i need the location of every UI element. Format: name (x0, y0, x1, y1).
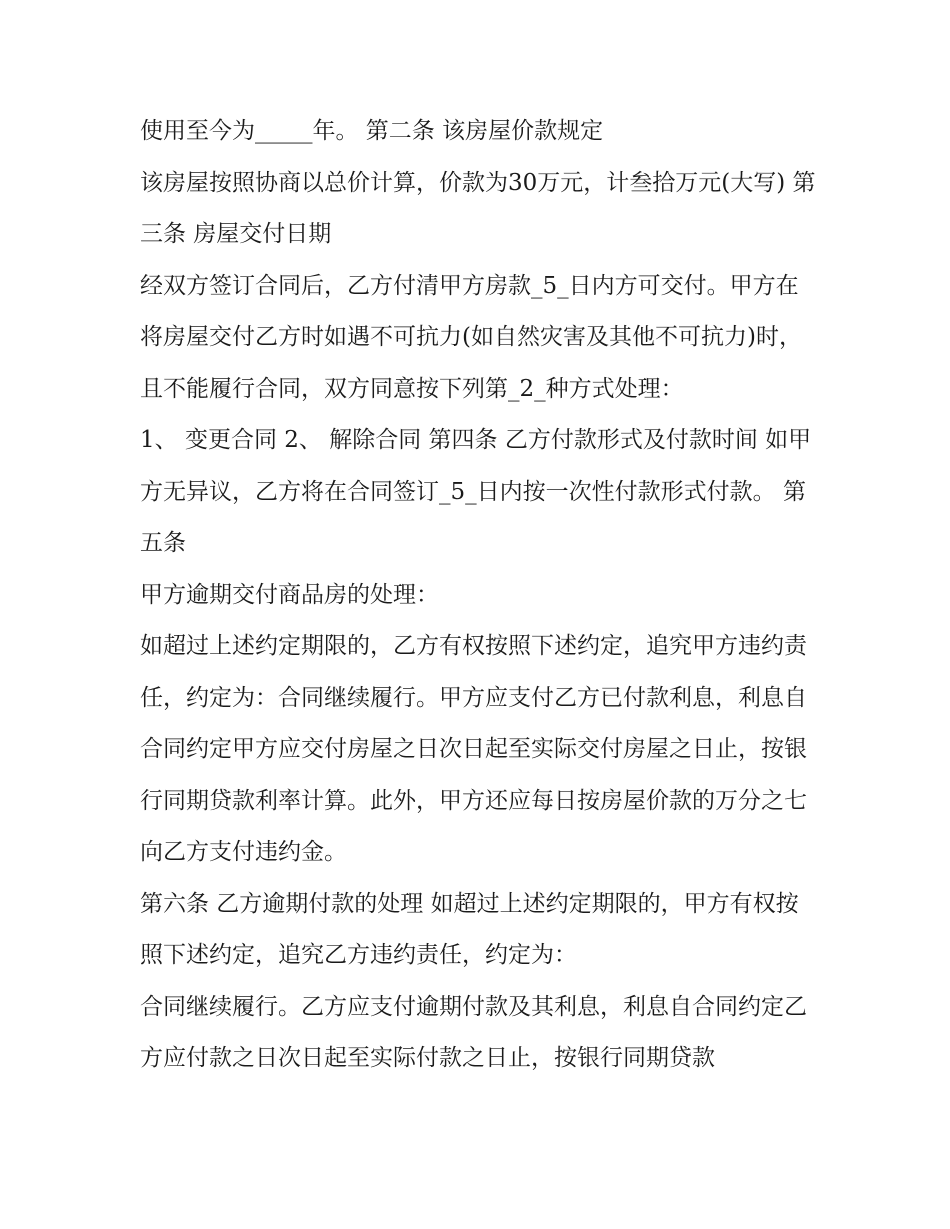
paragraph-delivery: 经双方签订合同后，乙方付清甲方房款_5_日内方可交付。甲方在将房屋交付乙方时如遇不可抗力(如自然灾害及其他不可抗力)时，且不能履行合同，双方同意按下列第_2_种方式处理： (140, 272, 802, 402)
paragraph-article5-body: 如超过上述约定期限的，乙方有权按照下述约定，追究甲方违约责任，约定为：合同继续履行。甲方应支付乙方已付款利息，利息自合同约定甲方应交付房屋之日次日起至实际交付房屋之日止，按银行同期贷款利率计算。此外，甲方还应每日按房屋价款的万分之七向乙方支付违约金。 (140, 633, 807, 865)
paragraph-article5-heading: 甲方逾期交付商品房的处理： (140, 581, 439, 608)
paragraph-price-terms: 该房屋按照协商以总价计算，价款为30万元，计叁拾万元(大写) 第三条 房屋交付日期 (140, 169, 816, 247)
paragraph-price-intro: 使用至今为_____年。 第二条 该房屋价款规定 (140, 118, 604, 144)
paragraph-article6-body: 合同继续履行。乙方应支付逾期付款及其利息，利息自合同约定乙方应付款之日次日起至实际付款之日止，按银行同期贷款 (140, 993, 807, 1071)
paragraph-payment: 1、 变更合同 2、 解除合同 第四条 乙方付款形式及付款时间 如甲方无异议，乙方将在合同签订_5_日内按一次性付款形式付款。 第五条 (140, 427, 812, 556)
paragraph-article6-heading: 第六条 乙方逾期付款的处理 如超过上述约定期限的，甲方有权按照下述约定，追究乙方违约责任，约定为： (140, 890, 799, 968)
document-body (140, 106, 820, 1085)
